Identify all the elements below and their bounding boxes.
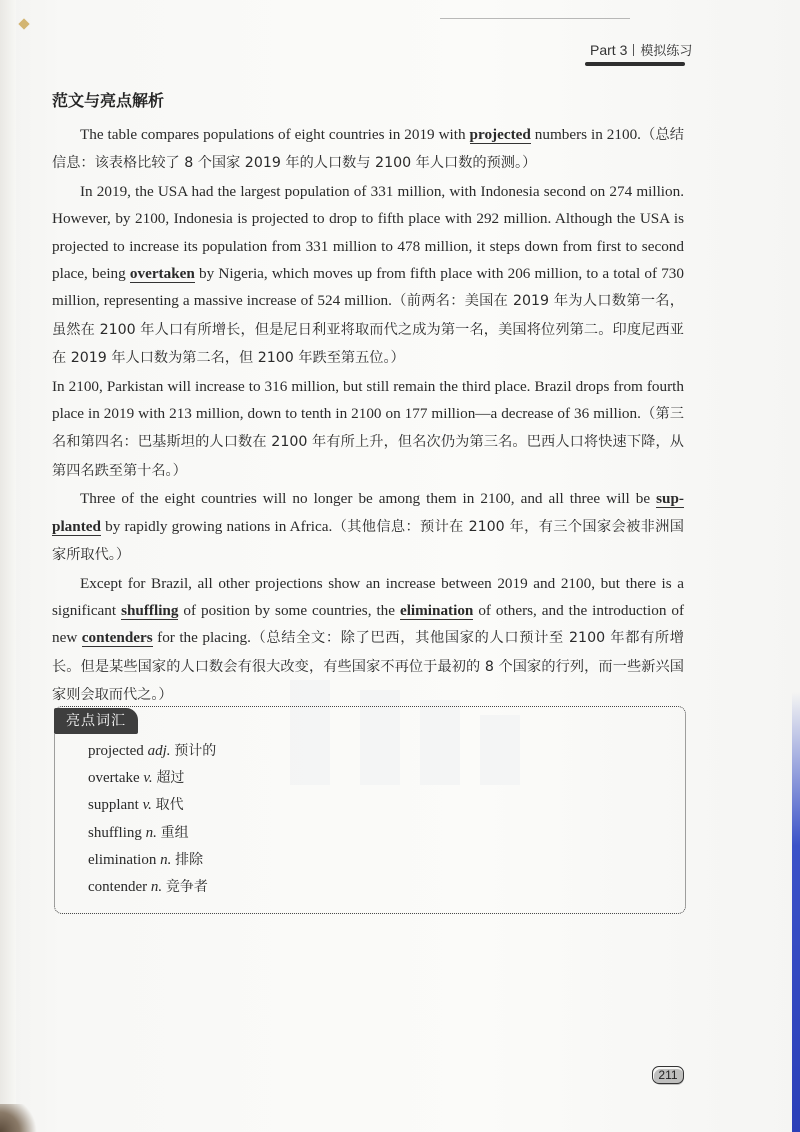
highlight-word: overtaken bbox=[129, 265, 195, 283]
vocab-item bbox=[88, 820, 216, 847]
p1-text-a: The table compares populations of eight countries in 2019 with bbox=[80, 126, 470, 143]
header-section: 模拟练习 bbox=[640, 44, 693, 59]
vocab-tab-label: 亮点词汇 bbox=[54, 708, 138, 734]
corner-mark bbox=[18, 18, 29, 29]
header-rule bbox=[585, 62, 685, 66]
paragraph-4 bbox=[52, 485, 684, 569]
p5-text-c: of others, and the introduction of new bbox=[52, 601, 685, 647]
p2-text-b: by Nigeria, which moves up from fifth place with 206 million, to a total of 730 million, representing a massive increase of 524 million. bbox=[52, 265, 684, 310]
p4-text-a: Three of the eight countries will no longer be among them in 2100, and all three will be bbox=[80, 490, 657, 508]
p4-text-b: by rapidly growing nations in Africa. bbox=[100, 517, 333, 535]
paragraph-2 bbox=[52, 178, 684, 373]
highlight-word: shuffling bbox=[121, 601, 179, 619]
p1-text-b: numbers in 2100. bbox=[530, 126, 641, 143]
p5-text-a: Except for Brazil, all other projections show an increase between 2019 and 2100, but there is a significant bbox=[52, 574, 684, 619]
paragraph-1 bbox=[52, 121, 684, 178]
vocab-word: overtake bbox=[88, 770, 140, 787]
header-part: Part 3 bbox=[590, 42, 628, 58]
highlight-word: elimination bbox=[399, 601, 474, 619]
vocab-item bbox=[88, 874, 216, 901]
vocab-item bbox=[88, 792, 216, 819]
vocab-word: projected bbox=[88, 743, 144, 759]
highlight-word: sup-planted bbox=[52, 490, 684, 535]
vocab-list bbox=[88, 738, 216, 901]
p1-chinese-note: （总结信息：该表格比较了 8 个国家 2019 年的人口数与 2100 年人口数的预测。） bbox=[52, 127, 684, 172]
vocab-meaning: 取代 bbox=[155, 797, 184, 814]
vocab-word: shuffling bbox=[88, 824, 142, 841]
paragraph-5 bbox=[52, 570, 684, 710]
vocab-meaning: 预计的 bbox=[174, 743, 217, 759]
vocab-pos: v. bbox=[143, 770, 153, 787]
p4-chinese-note: （其他信息：预计在 2100 年，有三个国家会被非洲国家所取代。） bbox=[52, 518, 684, 564]
p2-chinese-note: （前两名：美国在 2019 年为人口数第一名，虽然在 2100 年人口有所增长，但是尼日利亚将取而代之成为第一名，美国将位列第二。印度尼西亚在 2019 年人口数为第二名，但 2100 年跌至第五位。） bbox=[52, 293, 684, 367]
vocab-item bbox=[88, 738, 216, 765]
vocab-pos: v. bbox=[142, 797, 152, 814]
page-number: 211 bbox=[652, 1066, 684, 1084]
vocab-meaning: 重组 bbox=[160, 824, 189, 841]
vocab-word: elimination bbox=[88, 851, 157, 868]
sample-essay bbox=[52, 121, 684, 710]
p5-chinese-note: （总结全文：除了巴西，其他国家的人口预计至 2100 年都有所增长。但是某些国家的人口数会有很大改变，有些国家不再位于最初的 8 个国家的行列，而一些新兴国家则会取而代之。） bbox=[52, 630, 684, 704]
vocab-item bbox=[88, 847, 216, 874]
p3-text: In 2100, Parkistan will increase to 316 million, but still remain the third place. Brazil drops from fourth place in 2019 with 213 million, down to tenth in 2100 on 177 million—a decrease of 36 million. bbox=[52, 377, 684, 423]
vocab-item bbox=[88, 765, 216, 792]
highlight-word: contenders bbox=[81, 629, 153, 647]
blue-edge-strip bbox=[792, 692, 800, 1132]
paragraph-3 bbox=[52, 373, 684, 486]
vocab-pos: n. bbox=[145, 824, 157, 841]
vocab-pos: n. bbox=[160, 851, 172, 868]
corner-shadow bbox=[0, 1104, 40, 1132]
p5-text-b: of position by some countries, the bbox=[178, 601, 400, 619]
p5-text-d: for the placing. bbox=[152, 629, 251, 647]
running-header bbox=[590, 40, 692, 59]
vocab-meaning: 排除 bbox=[175, 851, 204, 868]
page-spine-shadow bbox=[0, 0, 16, 1132]
vocab-pos: n. bbox=[150, 879, 163, 896]
header-top-rule bbox=[440, 18, 630, 19]
vocab-pos: adj. bbox=[147, 743, 171, 759]
vocab-word: supplant bbox=[88, 797, 139, 814]
vocab-word: contender bbox=[88, 879, 148, 896]
highlight-word: projected bbox=[469, 126, 531, 143]
header-separator bbox=[633, 44, 634, 56]
vocab-meaning: 超过 bbox=[156, 770, 185, 787]
p3-chinese-note: （第三名和第四名：巴基斯坦的人口数在 2100 年有所上升，但名次仍为第三名。巴西人口将快速下降，从第四名跌至第十名。） bbox=[52, 406, 684, 479]
vocab-meaning: 竞争者 bbox=[165, 879, 208, 896]
p2-text-a: In 2019, the USA had the largest population of 331 million, with Indonesia second on 274 million. However, by 2100, Indonesia is projected to drop to fifth place with 292 million. Although the USA is projected to increase its population from 331 million to 478 million, it steps down from first to second place, being bbox=[52, 182, 684, 283]
section-title: 范文与亮点解析 bbox=[52, 91, 165, 110]
